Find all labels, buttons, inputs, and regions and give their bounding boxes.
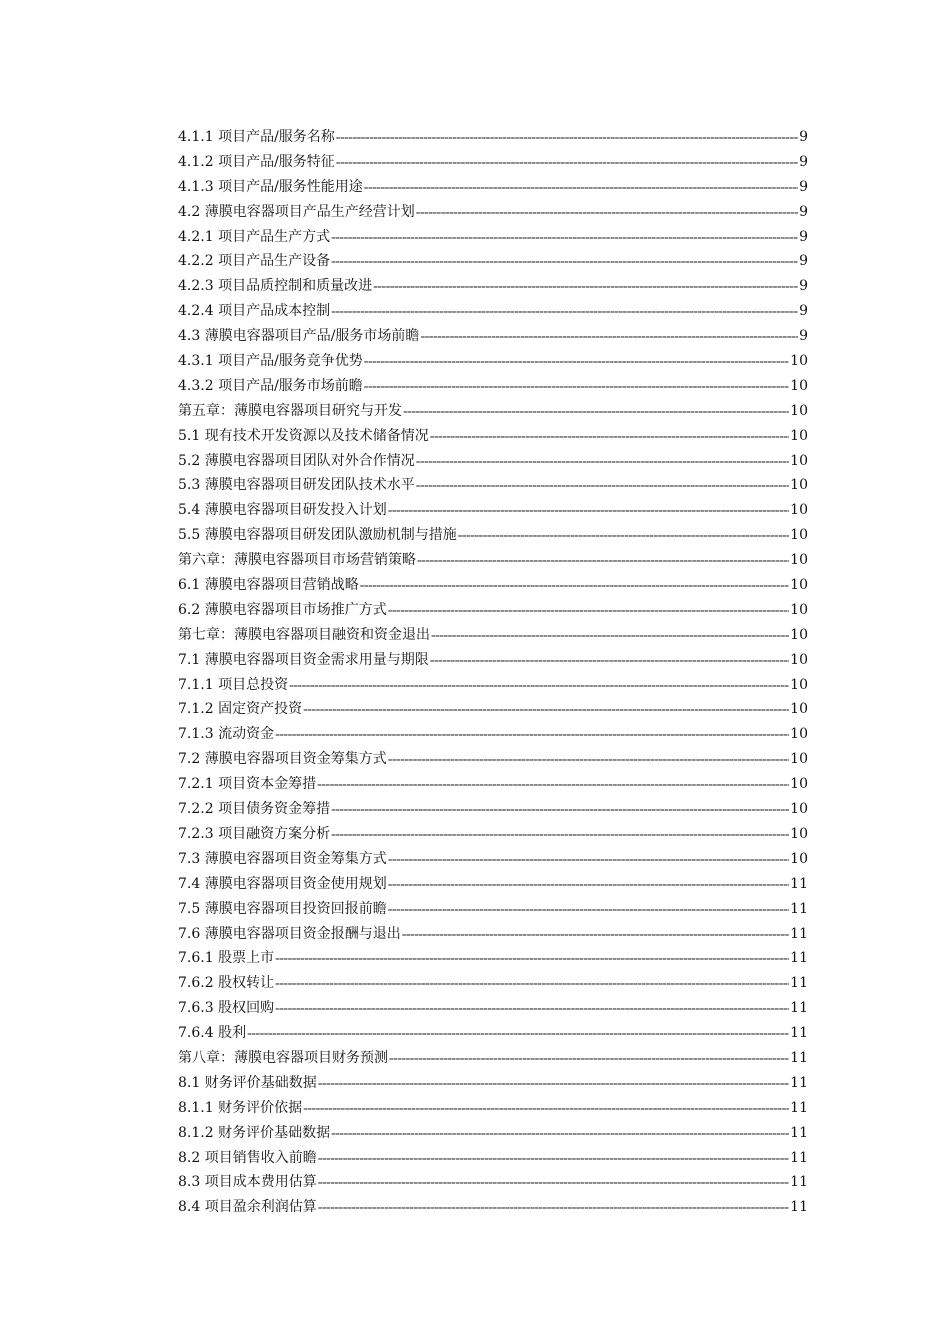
toc-entry-title: 7.6.3 股权回购	[178, 1000, 275, 1017]
toc-dot-leader	[416, 201, 798, 225]
toc-entry-page-number: 9	[799, 129, 808, 145]
toc-entry-title: 4.1.3 项目产品/服务性能用途	[178, 178, 363, 195]
toc-dot-leader	[318, 1147, 789, 1171]
toc-entry-title: 4.2 薄膜电容器项目产品生产经营计划	[178, 203, 415, 220]
toc-entry-title: 第七章：薄膜电容器项目融资和资金退出	[178, 626, 430, 643]
toc-entry-title: 第六章：薄膜电容器项目市场营销策略	[178, 552, 416, 569]
toc-entry[interactable]	[178, 996, 808, 1021]
toc-entry-page-number: 11	[790, 1074, 808, 1091]
toc-dot-leader	[388, 848, 789, 872]
toc-entry[interactable]	[178, 922, 808, 947]
toc-dot-leader	[318, 1196, 789, 1220]
toc-entry[interactable]	[178, 200, 808, 225]
toc-dot-leader	[331, 1122, 789, 1146]
toc-entry-title: 7.1.3 流动资金	[178, 726, 275, 743]
toc-entry-title: 7.4 薄膜电容器项目资金使用规划	[178, 875, 387, 892]
toc-entry[interactable]	[178, 299, 808, 324]
toc-entry-title: 4.2.1 项目产品生产方式	[178, 228, 331, 245]
toc-dot-leader	[388, 599, 789, 623]
toc-entry[interactable]	[178, 125, 808, 150]
toc-entry-page-number: 9	[799, 178, 808, 195]
toc-entry-title: 7.5 薄膜电容器项目投资回报前瞻	[178, 900, 387, 917]
toc-dot-leader	[373, 275, 798, 299]
toc-entry[interactable]	[178, 697, 808, 722]
toc-entry[interactable]	[178, 1071, 808, 1096]
toc-entry-page-number: 10	[790, 726, 808, 743]
toc-entry-title: 5.1 现有技术开发资源以及技术储备情况	[178, 427, 429, 444]
toc-entry-page-number: 10	[790, 776, 808, 793]
toc-entry[interactable]	[178, 847, 808, 872]
toc-entry-page-number: 9	[799, 278, 808, 295]
toc-entry-page-number: 10	[790, 552, 808, 569]
toc-entry[interactable]	[178, 872, 808, 897]
toc-entry-page-number: 10	[790, 527, 808, 544]
toc-entry[interactable]	[178, 623, 808, 648]
toc-entry-page-number: 10	[790, 353, 808, 370]
toc-entry-title: 4.3.1 项目产品/服务竞争优势	[178, 353, 363, 370]
toc-entry-page-number: 10	[790, 377, 808, 394]
toc-dot-leader	[420, 325, 798, 349]
toc-entry-page-number: 10	[790, 850, 808, 867]
toc-entry-title: 4.3.2 项目产品/服务市场前瞻	[178, 377, 363, 394]
toc-entry-title: 8.1 财务评价基础数据	[178, 1074, 317, 1091]
toc-entry-page-number: 10	[790, 427, 808, 444]
toc-entry[interactable]	[178, 523, 808, 548]
toc-dot-leader	[360, 574, 789, 598]
toc-dot-leader	[289, 674, 789, 698]
toc-entry-page-number: 10	[790, 601, 808, 618]
toc-entry-title: 8.2 项目销售收入前瞻	[178, 1149, 317, 1166]
toc-dot-leader	[318, 1171, 789, 1195]
toc-dot-leader	[430, 649, 789, 673]
toc-dot-leader	[331, 250, 798, 274]
toc-entry-title: 5.3 薄膜电容器项目研发团队技术水平	[178, 477, 415, 494]
toc-entry-page-number: 10	[790, 626, 808, 643]
toc-dot-leader	[364, 350, 789, 374]
toc-entry-title: 7.2 薄膜电容器项目资金筹集方式	[178, 751, 387, 768]
toc-entry[interactable]	[178, 473, 808, 498]
toc-entry-page-number: 11	[790, 1149, 808, 1166]
toc-entry-page-number: 11	[790, 1025, 808, 1042]
toc-dot-leader	[336, 126, 798, 150]
toc-dot-leader	[331, 226, 798, 250]
toc-entry[interactable]	[178, 374, 808, 399]
toc-entry-title: 第八章：薄膜电容器项目财务预测	[178, 1049, 388, 1066]
toc-entry-page-number: 10	[790, 825, 808, 842]
toc-entry-page-number: 10	[790, 801, 808, 818]
toc-entry[interactable]	[178, 175, 808, 200]
toc-entry-page-number: 9	[799, 228, 808, 245]
toc-entry-title: 7.1.1 项目总投资	[178, 676, 289, 693]
toc-dot-leader	[331, 300, 798, 324]
toc-entry[interactable]	[178, 548, 808, 573]
toc-entry-title: 8.4 项目盈余利润估算	[178, 1199, 317, 1216]
toc-dot-leader	[430, 425, 789, 449]
toc-entry-page-number: 9	[799, 253, 808, 270]
toc-entry-page-number: 10	[790, 701, 808, 718]
toc-entry[interactable]	[178, 1146, 808, 1171]
toc-entry[interactable]	[178, 1096, 808, 1121]
toc-entry-title: 4.2.4 项目产品成本控制	[178, 303, 331, 320]
toc-entry-title: 4.1.1 项目产品/服务名称	[178, 129, 335, 145]
toc-entry[interactable]	[178, 772, 808, 797]
toc-entry-title: 8.1.2 财务评价基础数据	[178, 1124, 331, 1141]
toc-dot-leader	[275, 723, 789, 747]
toc-dot-leader	[389, 1047, 789, 1071]
toc-entry-title: 7.1.2 固定资产投资	[178, 701, 303, 718]
toc-entry[interactable]	[178, 971, 808, 996]
toc-entry-title: 6.1 薄膜电容器项目营销战略	[178, 577, 359, 594]
toc-entry-title: 8.1.1 财务评价依据	[178, 1099, 303, 1116]
toc-entry[interactable]	[178, 573, 808, 598]
toc-entry[interactable]	[178, 598, 808, 623]
toc-entry-title: 6.2 薄膜电容器项目市场推广方式	[178, 601, 387, 618]
toc-dot-leader	[318, 1072, 789, 1096]
toc-entry-page-number: 11	[790, 950, 808, 967]
toc-dot-leader	[331, 823, 789, 847]
toc-entry[interactable]	[178, 897, 808, 922]
toc-dot-leader	[388, 898, 789, 922]
toc-dot-leader	[317, 773, 789, 797]
toc-entry[interactable]	[178, 1195, 808, 1220]
toc-entry-page-number: 11	[790, 1124, 808, 1141]
toc-dot-leader	[336, 151, 798, 175]
toc-entry-title: 7.3 薄膜电容器项目资金筹集方式	[178, 850, 387, 867]
toc-entry[interactable]	[178, 498, 808, 523]
toc-dot-leader	[388, 748, 789, 772]
toc-dot-leader	[247, 1022, 789, 1046]
toc-entry[interactable]	[178, 673, 808, 698]
toc-entry-page-number: 10	[790, 452, 808, 469]
toc-dot-leader	[275, 947, 789, 971]
toc-dot-leader	[417, 549, 789, 573]
toc-entry-page-number: 11	[790, 900, 808, 917]
toc-entry-title: 7.2.1 项目资本金筹措	[178, 776, 317, 793]
toc-entry-page-number: 11	[790, 1099, 808, 1116]
toc-entry-title: 4.3 薄膜电容器项目产品/服务市场前瞻	[178, 328, 420, 345]
toc-entry-page-number: 9	[799, 328, 808, 345]
toc-entry[interactable]	[178, 747, 808, 772]
toc-entry[interactable]	[178, 648, 808, 673]
toc-entry-title: 5.4 薄膜电容器项目研发投入计划	[178, 502, 387, 519]
toc-entry[interactable]	[178, 1170, 808, 1195]
toc-entry[interactable]	[178, 424, 808, 449]
toc-entry[interactable]	[178, 274, 808, 299]
toc-entry[interactable]	[178, 249, 808, 274]
toc-dot-leader	[431, 624, 789, 648]
toc-entry-title: 4.2.3 项目品质控制和质量改进	[178, 278, 373, 295]
toc-dot-leader	[403, 400, 789, 424]
toc-entry[interactable]	[178, 449, 808, 474]
toc-entry-page-number: 10	[790, 502, 808, 519]
toc-entry-page-number: 10	[790, 402, 808, 419]
toc-entry[interactable]	[178, 1021, 808, 1046]
toc-dot-leader	[402, 923, 789, 947]
toc-entry-page-number: 11	[790, 1174, 808, 1191]
toc-entry[interactable]	[178, 399, 808, 424]
toc-entry[interactable]	[178, 324, 808, 349]
toc-entry-title: 5.5 薄膜电容器项目研发团队激励机制与措施	[178, 527, 457, 544]
toc-entry[interactable]	[178, 349, 808, 374]
toc-entry-page-number: 9	[799, 203, 808, 220]
toc-entry-title: 7.6.4 股利	[178, 1025, 247, 1042]
toc-entry-title: 7.6.2 股权转让	[178, 975, 275, 992]
toc-entry-page-number: 10	[790, 577, 808, 594]
toc-entry-title: 7.1 薄膜电容器项目资金需求用量与期限	[178, 651, 429, 668]
toc-entry-page-number: 11	[790, 875, 808, 892]
toc-entry[interactable]	[178, 1121, 808, 1146]
table-of-contents	[178, 125, 808, 1220]
toc-entry[interactable]	[178, 225, 808, 250]
toc-dot-leader	[331, 798, 789, 822]
toc-dot-leader	[416, 450, 789, 474]
toc-entry[interactable]	[178, 1046, 808, 1071]
toc-entry-page-number: 10	[790, 477, 808, 494]
toc-entry-page-number: 11	[790, 1199, 808, 1216]
toc-entry[interactable]	[178, 150, 808, 175]
toc-dot-leader	[416, 474, 789, 498]
toc-entry-page-number: 11	[790, 1000, 808, 1017]
toc-dot-leader	[388, 499, 789, 523]
toc-dot-leader	[275, 997, 789, 1021]
toc-entry-page-number: 11	[790, 975, 808, 992]
toc-entry-title: 7.2.3 项目融资方案分析	[178, 825, 331, 842]
toc-entry-page-number: 9	[799, 303, 808, 320]
toc-entry-page-number: 10	[790, 676, 808, 693]
toc-entry-title: 7.2.2 项目债务资金筹措	[178, 801, 331, 818]
toc-dot-leader	[303, 1097, 789, 1121]
toc-entry-title: 4.1.2 项目产品/服务特征	[178, 153, 335, 170]
toc-entry-title: 7.6.1 股票上市	[178, 950, 275, 967]
toc-entry[interactable]	[178, 797, 808, 822]
toc-dot-leader	[303, 698, 789, 722]
toc-entry[interactable]	[178, 822, 808, 847]
toc-entry-title: 第五章：薄膜电容器项目研究与开发	[178, 402, 402, 419]
toc-dot-leader	[458, 524, 789, 548]
toc-entry-page-number: 11	[790, 1049, 808, 1066]
toc-dot-leader	[364, 375, 789, 399]
toc-dot-leader	[275, 972, 789, 996]
toc-entry-title: 4.2.2 项目产品生产设备	[178, 253, 331, 270]
toc-entry-title: 8.3 项目成本费用估算	[178, 1174, 317, 1191]
toc-entry-page-number: 11	[790, 925, 808, 942]
toc-dot-leader	[388, 873, 789, 897]
toc-dot-leader	[364, 176, 798, 200]
toc-entry[interactable]	[178, 722, 808, 747]
toc-entry-title: 7.6 薄膜电容器项目资金报酬与退出	[178, 925, 401, 942]
toc-entry-page-number: 10	[790, 751, 808, 768]
toc-entry-title: 5.2 薄膜电容器项目团队对外合作情况	[178, 452, 415, 469]
toc-entry-page-number: 10	[790, 651, 808, 668]
toc-entry[interactable]	[178, 946, 808, 971]
toc-entry-page-number: 9	[799, 153, 808, 170]
